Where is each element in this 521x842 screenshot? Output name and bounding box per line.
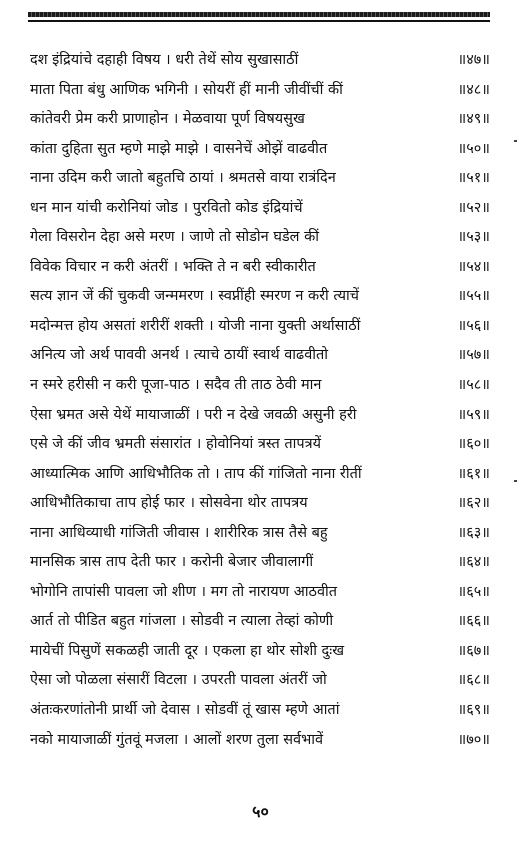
verse-number: ॥५१॥ — [457, 170, 490, 187]
verse-number: ॥६६॥ — [457, 613, 490, 630]
verse-number: ॥५४॥ — [457, 258, 490, 275]
verse-number: ॥६५॥ — [457, 583, 490, 600]
verse-line — [28, 726, 490, 756]
verse-number: ॥६३॥ — [457, 524, 490, 541]
verse-line — [28, 341, 490, 371]
verse-number: ॥५०॥ — [457, 140, 490, 157]
verse-line — [28, 607, 490, 637]
verse-text: मदोन्मत्त होय असतां शरीरीं शक्ती । योजी नाना युक्ती अर्थासाठीं — [30, 317, 361, 334]
verse-text: सत्य ज्ञान जें कीं चुकवी जन्ममरण । स्वप्नींही स्मरण न करी त्याचें — [30, 288, 359, 305]
verse-line — [28, 135, 490, 165]
verse-line — [28, 401, 490, 431]
verse-number: ॥५५॥ — [457, 288, 490, 305]
verse-text: आध्यात्मिक आणि आधिभौतिक तो । ताप कीं गांजितो नाना रीतीं — [30, 465, 362, 482]
verse-number: ॥७०॥ — [457, 731, 490, 748]
top-border — [28, 12, 490, 24]
verse-line — [28, 666, 490, 696]
verse-number: ॥६२॥ — [457, 495, 490, 512]
verse-line — [28, 371, 490, 401]
verse-text: ऐसा जो पोळला संसारीं विटला । उपरती पावला अंतरीं जो — [30, 672, 327, 689]
verse-text: नाना उदिम करी जातो बहुतचि ठायां । श्रमतसे वाया रात्रंदिन — [30, 170, 336, 187]
verse-line — [28, 312, 490, 342]
verse-text: धन मान यांची करोनियां जोड । पुरवितो कोड इंद्रियांचें — [30, 199, 303, 216]
verse-text: कांतेवरी प्रेम करी प्राणाहोन । मेळवाया पूर्ण विषयसुख — [30, 111, 305, 128]
verse-line — [28, 519, 490, 549]
verse-line — [28, 46, 490, 76]
verse-text: एसे जे कीं जीव भ्रमती संसारांत । होवोनियां त्रस्त तापत्रयें — [30, 436, 322, 453]
verse-text: अंतःकरणांतोनी प्रार्थी जो देवास । सोडवीं तूं खास म्हणे आतां — [30, 702, 340, 719]
verse-text: आधिभौतिकाचा ताप होई फार । सोसवेना थोर तापत्रय — [30, 495, 308, 512]
verse-number: ॥५३॥ — [457, 229, 490, 246]
verse-text: नको मायाजाळीं गुंतवूं मजला । आलों शरण तुला सर्वभावें — [30, 731, 324, 748]
verse-text: मायेचीं पिसुणें सकळही जाती दूर । एकला हा थोर सोशी दुःख — [30, 642, 345, 659]
verse-line — [28, 489, 490, 519]
verse-number: ॥६७॥ — [457, 642, 490, 659]
verse-text: दश इंद्रियांचे दहाही विषय । धरी तेथें सोय सुखासाठीं — [30, 52, 299, 68]
verse-line — [28, 223, 490, 253]
verse-line — [28, 105, 490, 135]
top-border-rule — [28, 20, 490, 22]
verse-text: ऐसा भ्रमत असे येथें मायाजाळीं । परी न देखे जवळी असुनी हरी — [30, 406, 357, 423]
verse-line — [28, 164, 490, 194]
page-number: ५० — [252, 802, 269, 821]
verse-text: आर्त तो पीडित बहुत गांजला । सोडवी न त्याला तेव्हां कोणी — [30, 613, 334, 630]
verse-number: ॥६०॥ — [457, 436, 490, 453]
verse-number: ॥६१॥ — [457, 465, 490, 482]
verse-line — [28, 696, 490, 726]
verse-text: अनित्य जो अर्थ पाववी अनर्थ । त्याचे ठायीं स्वार्थ वाढवीतो — [30, 347, 329, 364]
verse-number: ॥४९॥ — [457, 111, 490, 128]
verse-line — [28, 430, 490, 460]
verse-text: नाना आधिव्याधी गांजिती जीवास । शारीरिक त्रास तैसे बहु — [30, 524, 328, 541]
verse-line — [28, 253, 490, 283]
verse-number: ॥६९॥ — [457, 702, 490, 719]
verse-text: गेला विसरोन देहा असे मरण । जाणे तो सोडोन घडेल कीं — [30, 229, 319, 246]
verse-text: माता पिता बंधु आणिक भगिनी । सोयरीं हीं मानी जीवींचीं कीं — [30, 81, 343, 98]
verse-line — [28, 460, 490, 490]
verse-number: ॥५६॥ — [457, 317, 490, 334]
verse-line — [28, 637, 490, 667]
verse-line — [28, 194, 490, 224]
verse-text: न स्मरे हरीसी न करी पूजा-पाठ । सदैव ती ताठ ठेवी मान — [30, 377, 322, 394]
verse-number: ॥४८॥ — [457, 81, 490, 98]
verse-number: ॥६८॥ — [457, 672, 490, 689]
verse-number: ॥४७॥ — [457, 52, 490, 68]
verse-number: ॥५९॥ — [457, 406, 490, 423]
verse-text: विवेक विचार न करी अंतरीं । भक्ति ते न बरी स्वीकारीत — [30, 258, 316, 275]
verse-line — [28, 548, 490, 578]
verse-number: ॥५२॥ — [457, 199, 490, 216]
verse-number: ॥६४॥ — [457, 554, 490, 571]
verse-text: मानसिक त्रास ताप देती फार । करोनी बेजार जीवालागीं — [30, 554, 314, 571]
page-edge-mark — [514, 140, 517, 142]
verse-number: ॥५७॥ — [457, 347, 490, 364]
verse-number: ॥५८॥ — [457, 377, 490, 394]
verse-list — [28, 46, 490, 755]
verse-line — [28, 76, 490, 106]
verse-text: कांता दुहिता सुत म्हणे माझे माझे । वासनेचें ओझें वाढवीत — [30, 140, 328, 157]
verse-line — [28, 282, 490, 312]
top-border-band — [28, 12, 490, 17]
verse-line — [28, 578, 490, 608]
page-edge-mark — [514, 480, 517, 482]
verse-text: भोगोनि तापांसी पावला जो शीण । मग तो नारायण आठवीत — [30, 583, 338, 600]
